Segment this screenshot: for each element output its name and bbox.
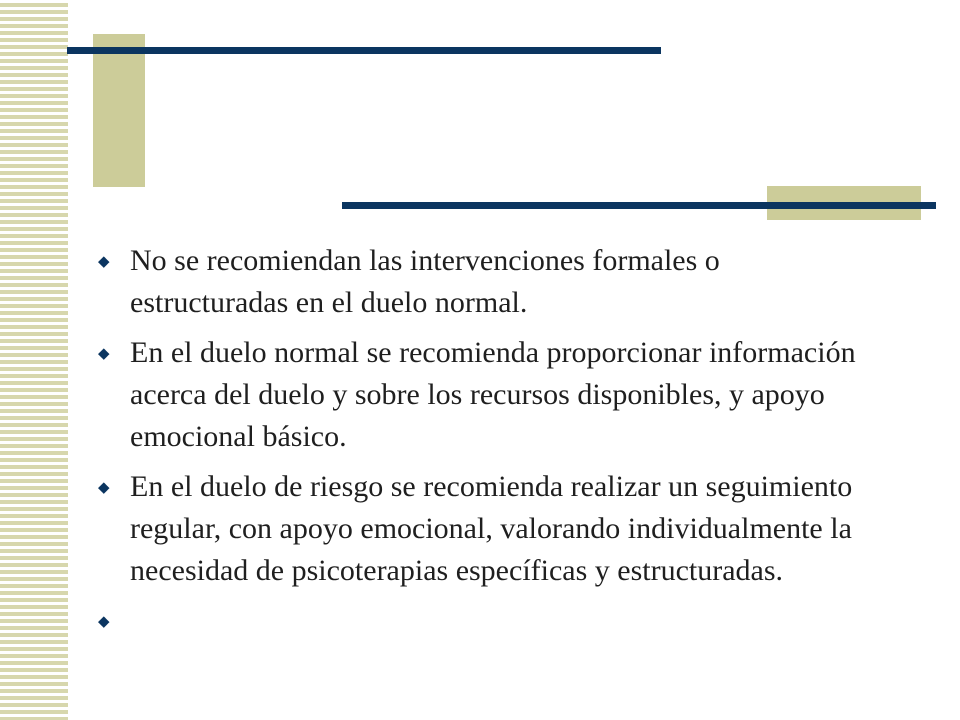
bullet-text-2: En el duelo normal se recomienda proporcionar información acerca del duelo y sobre los recursos disponibles, y apoyo emocional básico.: [130, 336, 856, 453]
diamond-bullet-icon: ◆: [98, 478, 110, 496]
bullet-item-4: [96, 600, 876, 642]
bullet-text-4: [130, 600, 876, 642]
bullet-item-3: [96, 466, 876, 592]
bullet-text-1: No se recomiendan las intervenciones formales o estructuradas en el duelo normal.: [130, 244, 720, 319]
navy-mid-rule: [342, 202, 936, 209]
tan-vertical-bar: [93, 34, 145, 187]
bullet-item-1: [96, 240, 876, 324]
bullet-text-3: En el duelo de riesgo se recomienda realizar un seguimiento regular, con apoyo emocional, valorando individualmente la necesidad de psicoterapias específicas y estructuradas.: [130, 470, 853, 587]
bullet-item-2: [96, 332, 876, 458]
diamond-bullet-icon: ◆: [98, 252, 110, 270]
diamond-bullet-icon: ◆: [98, 344, 110, 362]
left-striped-border: [0, 0, 70, 720]
bullet-list: [96, 240, 876, 650]
navy-top-rule: [67, 47, 661, 54]
diamond-bullet-icon: ◆: [98, 612, 110, 630]
